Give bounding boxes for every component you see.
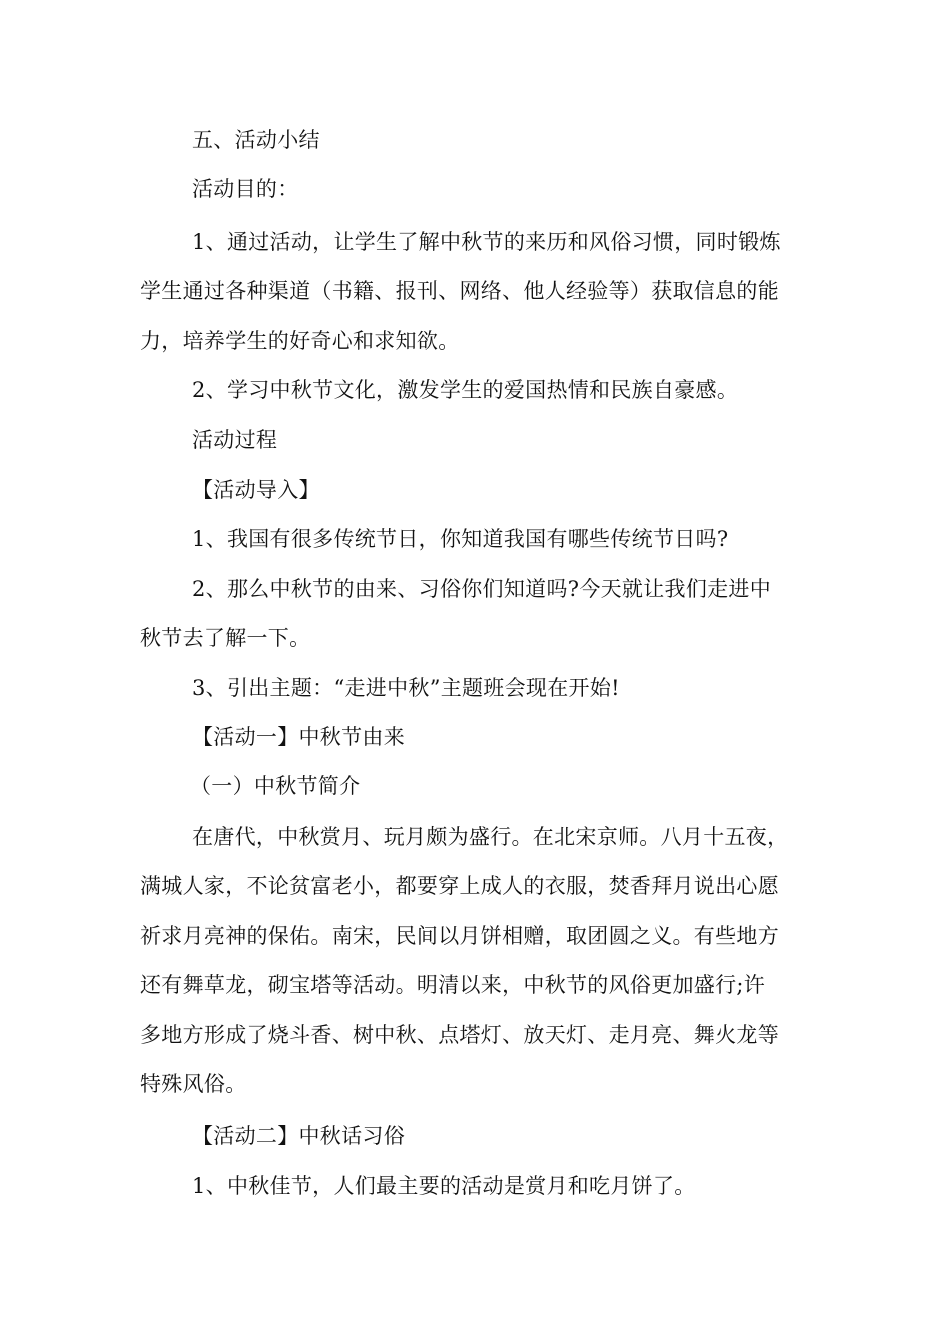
paragraph-line: 特殊风俗。 <box>140 1072 247 1096</box>
paragraph-line: 3、引出主题：“走进中秋”主题班会现在开始! <box>192 676 620 700</box>
paragraph-line: 在唐代，中秋赏月、玩月颇为盛行。在北宋京师。八月十五夜， <box>192 825 789 849</box>
subheading-activity-process: 活动过程 <box>192 428 278 452</box>
paragraph-line: 学生通过各种渠道（书籍、报刊、网络、他人经验等）获取信息的能 <box>140 279 779 303</box>
paragraph-line: 秋节去了解一下。 <box>140 626 311 650</box>
paragraph-line: 2、学习中秋节文化，激发学生的爱国热情和民族自豪感。 <box>192 378 739 402</box>
paragraph-line: 2、那么中秋节的由来、习俗你们知道吗?今天就让我们走进中 <box>192 577 772 601</box>
subheading-activity-one: 【活动一】中秋节由来 <box>192 725 405 749</box>
paragraph-line: 1、通过活动，让学生了解中秋节的来历和风俗习惯，同时锻炼 <box>192 230 781 254</box>
subheading-mid-autumn-intro: （一）中秋节简介 <box>190 774 361 798</box>
paragraph-line: 1、中秋佳节，人们最主要的活动是赏月和吃月饼了。 <box>192 1174 696 1198</box>
paragraph-line: 还有舞草龙，砌宝塔等活动。明清以来，中秋节的风俗更加盛行;许 <box>140 973 766 997</box>
paragraph-line: 祈求月亮神的保佑。南宋，民间以月饼相赠，取团圆之义。有些地方 <box>140 924 779 948</box>
subheading-activity-goal: 活动目的： <box>192 177 299 201</box>
paragraph-line: 1、我国有很多传统节日，你知道我国有哪些传统节日吗? <box>192 527 729 551</box>
paragraph-line: 力，培养学生的好奇心和求知欲。 <box>140 329 460 353</box>
paragraph-line: 多地方形成了烧斗香、树中秋、点塔灯、放天灯、走月亮、舞火龙等 <box>140 1023 779 1047</box>
subheading-activity-intro: 【活动导入】 <box>192 478 320 502</box>
paragraph-line: 满城人家，不论贫富老小，都要穿上成人的衣服，焚香拜月说出心愿 <box>140 874 779 898</box>
section-heading: 五、活动小结 <box>192 128 320 152</box>
subheading-activity-two: 【活动二】中秋话习俗 <box>192 1124 405 1148</box>
